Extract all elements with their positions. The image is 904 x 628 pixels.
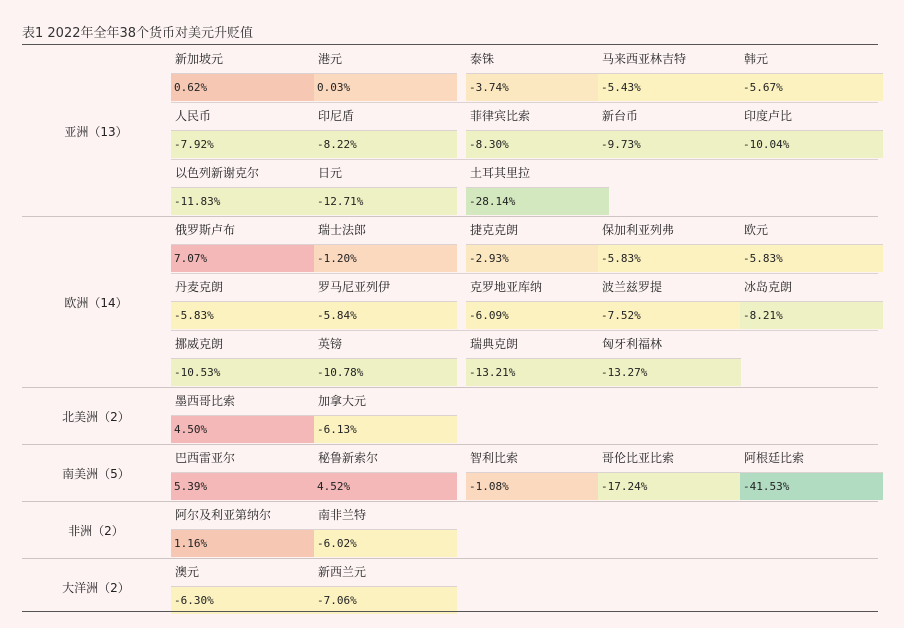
currency-change-value: -8.30%	[466, 130, 609, 158]
currency-change-value: -5.67%	[740, 73, 883, 101]
currency-name: 马来西亚林吉特	[602, 52, 687, 66]
currency-change-value: -5.83%	[598, 244, 741, 272]
currency-cell	[598, 45, 741, 102]
currency-change-value: -2.93%	[466, 244, 609, 272]
currency-change-value: 7.07%	[171, 244, 314, 272]
currency-name: 以色列新谢克尔	[175, 166, 260, 180]
currency-cell	[171, 216, 314, 273]
currency-cell	[171, 444, 314, 501]
currency-change-value: -8.21%	[740, 301, 883, 329]
currency-cell	[466, 45, 609, 102]
currency-cell	[598, 102, 741, 159]
currency-change-value: 0.03%	[314, 73, 457, 101]
currency-cell	[466, 444, 609, 501]
currency-name: 丹麦克朗	[175, 280, 224, 294]
currency-change-value: -12.71%	[314, 187, 457, 215]
currency-change-value: 1.16%	[171, 529, 314, 557]
currency-name: 挪威克朗	[175, 337, 224, 351]
currency-cell	[466, 159, 609, 216]
currency-name: 冰岛克朗	[744, 280, 793, 294]
currency-cell	[466, 273, 609, 330]
currency-name: 土耳其里拉	[470, 166, 531, 180]
table-title: 表1 2022年全年38个货币对美元升贬值	[22, 26, 254, 41]
currency-name: 瑞典克朗	[470, 337, 519, 351]
currency-name: 波兰兹罗提	[602, 280, 663, 294]
currency-name: 保加利亚列弗	[602, 223, 675, 237]
currency-change-value: -10.53%	[171, 358, 314, 386]
currency-name: 俄罗斯卢布	[175, 223, 236, 237]
currency-change-value: -6.02%	[314, 529, 457, 557]
currency-change-value: -7.52%	[598, 301, 741, 329]
currency-cell	[314, 444, 457, 501]
currency-name: 南非兰特	[318, 508, 367, 522]
currency-name: 新台币	[602, 109, 639, 123]
currency-name: 瑞士法郎	[318, 223, 367, 237]
currency-name: 印度卢比	[744, 109, 793, 123]
currency-change-value: -41.53%	[740, 472, 883, 500]
currency-change-value: 5.39%	[171, 472, 314, 500]
currency-name: 日元	[318, 166, 343, 180]
currency-cell	[740, 444, 883, 501]
currency-change-value: -1.08%	[466, 472, 609, 500]
currency-cell	[466, 102, 609, 159]
currency-cell	[314, 216, 457, 273]
currency-cell	[466, 330, 609, 387]
currency-name: 韩元	[744, 52, 769, 66]
currency-change-value: 4.50%	[171, 415, 314, 443]
region-label: 亚洲（13）	[64, 124, 128, 139]
currency-name: 阿尔及利亚第纳尔	[175, 508, 272, 522]
currency-name: 克罗地亚库纳	[470, 280, 543, 294]
currency-cell	[314, 558, 457, 615]
currency-cell	[171, 102, 314, 159]
currency-change-value: -10.78%	[314, 358, 457, 386]
region-label: 大洋洲（2）	[62, 580, 130, 595]
currency-change-value: -5.83%	[171, 301, 314, 329]
currency-name: 人民币	[175, 109, 212, 123]
currency-cell	[171, 159, 314, 216]
currency-change-value: -10.04%	[740, 130, 883, 158]
currency-change-value: -7.06%	[314, 586, 457, 614]
currency-name: 阿根廷比索	[744, 451, 805, 465]
currency-change-value: -13.27%	[598, 358, 741, 386]
currency-cell	[314, 45, 457, 102]
currency-name: 欧元	[744, 223, 769, 237]
region-label: 北美洲（2）	[62, 409, 130, 424]
currency-cell	[598, 330, 741, 387]
currency-cell	[171, 387, 314, 444]
currency-cell	[171, 558, 314, 615]
currency-cell	[466, 216, 609, 273]
currency-name: 墨西哥比索	[175, 394, 236, 408]
currency-change-value: -1.20%	[314, 244, 457, 272]
currency-name: 英镑	[318, 337, 343, 351]
currency-change-value: -17.24%	[598, 472, 741, 500]
currency-cell	[171, 330, 314, 387]
region-label: 南美洲（5）	[62, 466, 130, 481]
currency-cell	[314, 273, 457, 330]
currency-cell	[598, 216, 741, 273]
currency-name: 印尼盾	[318, 109, 355, 123]
currency-cell	[171, 501, 314, 558]
currency-cell	[314, 387, 457, 444]
currency-change-value: -6.13%	[314, 415, 457, 443]
currency-name: 菲律宾比索	[470, 109, 531, 123]
currency-cell	[598, 444, 741, 501]
currency-change-value: -3.74%	[466, 73, 609, 101]
currency-cell	[740, 102, 883, 159]
currency-change-value: -5.84%	[314, 301, 457, 329]
currency-cell	[314, 102, 457, 159]
currency-name: 加拿大元	[318, 394, 367, 408]
currency-name: 秘鲁新索尔	[318, 451, 379, 465]
currency-cell	[740, 45, 883, 102]
currency-cell	[171, 273, 314, 330]
currency-change-value: -11.83%	[171, 187, 314, 215]
currency-name: 智利比索	[470, 451, 519, 465]
region-label: 非洲（2）	[68, 523, 124, 538]
currency-name: 港元	[318, 52, 343, 66]
bottom-rule	[22, 611, 878, 612]
currency-change-value: -7.92%	[171, 130, 314, 158]
currency-name: 巴西雷亚尔	[175, 451, 236, 465]
currency-cell	[598, 273, 741, 330]
currency-cell	[314, 159, 457, 216]
currency-cell	[740, 216, 883, 273]
currency-name: 泰铢	[470, 52, 495, 66]
currency-cell	[740, 273, 883, 330]
currency-change-value: -6.09%	[466, 301, 609, 329]
currency-name: 新西兰元	[318, 565, 367, 579]
currency-name: 匈牙利福林	[602, 337, 663, 351]
currency-name: 澳元	[175, 565, 200, 579]
currency-change-value: -9.73%	[598, 130, 741, 158]
currency-cell	[314, 330, 457, 387]
currency-name: 捷克克朗	[470, 223, 519, 237]
currency-change-value: -8.22%	[314, 130, 457, 158]
currency-change-value: -28.14%	[466, 187, 609, 215]
currency-name: 新加坡元	[175, 52, 224, 66]
currency-change-value: -6.30%	[171, 586, 314, 614]
currency-cell	[171, 45, 314, 102]
currency-change-value: 4.52%	[314, 472, 457, 500]
currency-name: 罗马尼亚列伊	[318, 280, 391, 294]
region-label: 欧洲（14）	[64, 295, 128, 310]
currency-name: 哥伦比亚比索	[602, 451, 675, 465]
currency-cell	[314, 501, 457, 558]
currency-change-value: -5.83%	[740, 244, 883, 272]
currency-change-value: -5.43%	[598, 73, 741, 101]
currency-change-value: -13.21%	[466, 358, 609, 386]
currency-change-value: 0.62%	[171, 73, 314, 101]
